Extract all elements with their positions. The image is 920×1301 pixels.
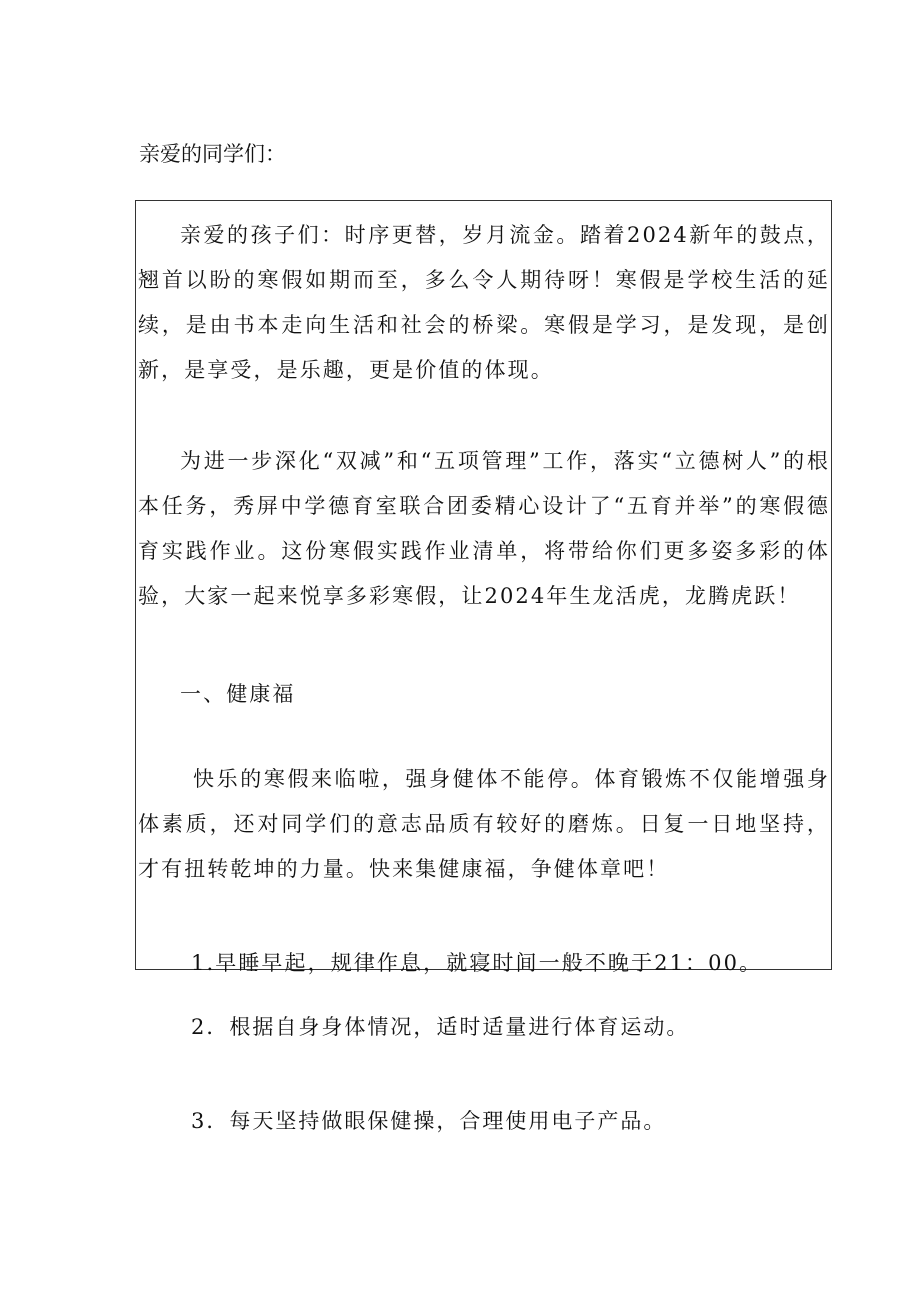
list-item-2: 2．根据自身身体情况，适时适量进行体育运动。 <box>191 1015 690 1039</box>
letter-box <box>135 200 832 975</box>
purpose-paragraph: 为进一步深化“双减”和“五项管理”工作，落实“立德树人”的根本任务，秀屏中学德育室联合团委精心设计了“五育并举”的寒假德育实践作业。这份寒假实践作业清单，将带给你们更多姿多彩的体验，大家一起来悦享多彩寒假，让2024年生龙活虎，龙腾虎跃！ <box>138 449 830 608</box>
list-item-3: 3．每天坚持做眼保健操，合理使用电子产品。 <box>191 1109 667 1133</box>
greeting-line: 亲爱的同学们： <box>139 142 286 166</box>
section-heading-health: 一、健康福 <box>180 682 296 706</box>
intro-paragraph: 亲爱的孩子们：时序更替，岁月流金。踏着2024新年的鼓点，翘首以盼的寒假如期而至，多么令人期待呀！寒假是学校生活的延续，是由书本走向生活和社会的桥梁。寒假是学习，是发现，是创新，是享受，是乐趣，更是价值的体现。 <box>138 223 830 382</box>
health-paragraph: 快乐的寒假来临啦，强身健体不能停。体育锻炼不仅能增强身体素质，还对同学们的意志品质有较好的磨炼。日复一日地坚持，才有扭转乾坤的力量。快来集健康福，争健体章吧！ <box>138 767 830 881</box>
list-item-1: 1.早睡早起，规律作息，就寝时间一般不晚于21：00。 <box>191 951 763 975</box>
